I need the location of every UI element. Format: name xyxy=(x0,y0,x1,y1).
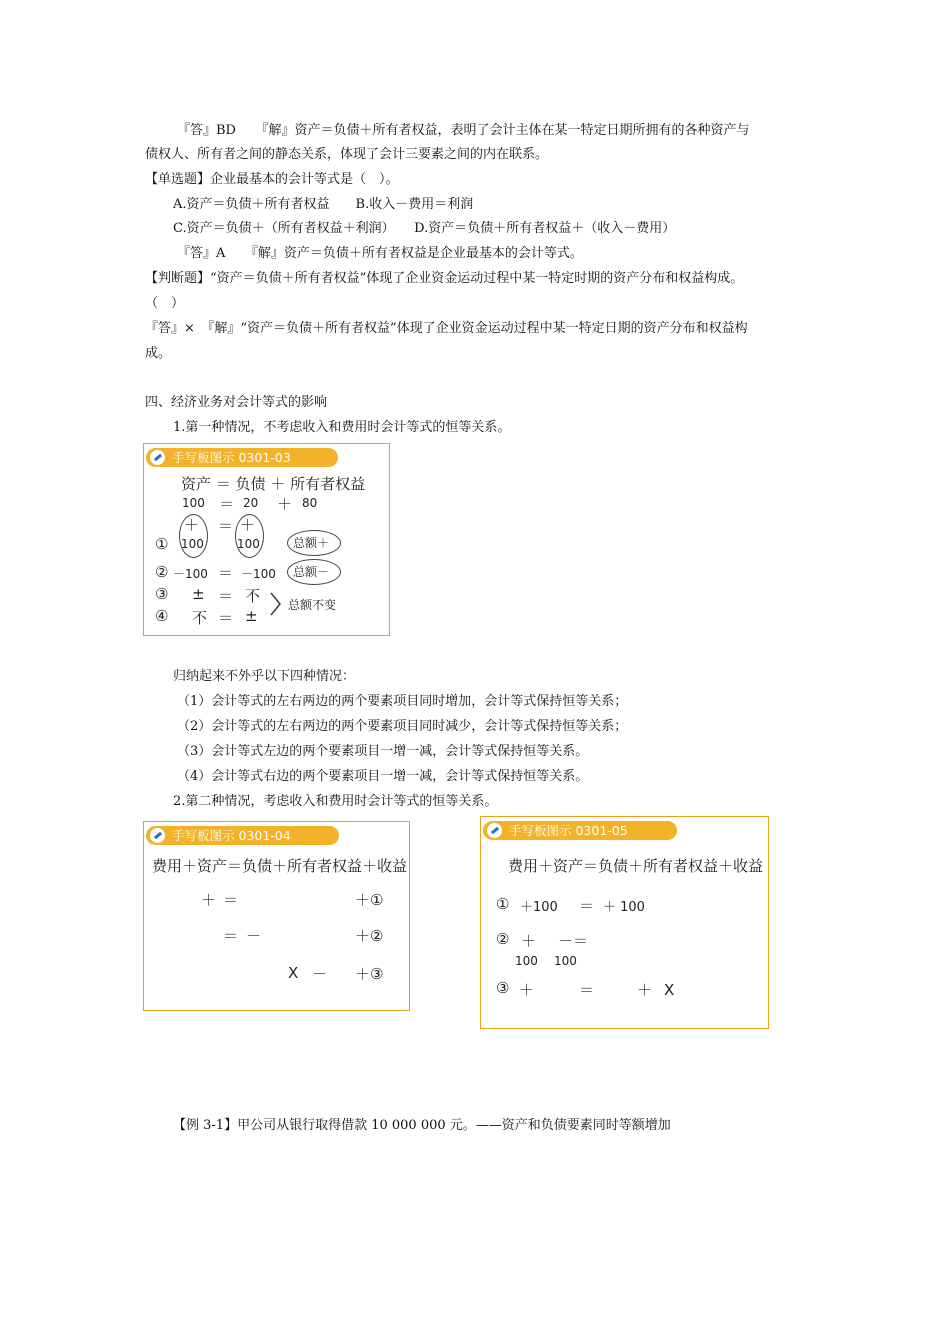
board-tag xyxy=(483,821,677,840)
case-2-heading: 2.第二种情况，考虑收入和费用时会计等式的恒等关系。 xyxy=(173,794,498,809)
row-1-number: ① xyxy=(496,895,510,913)
row-1-number: ① xyxy=(155,535,169,553)
handwriting-board-0301-04 xyxy=(143,821,410,1011)
row1-eq: ＝ xyxy=(218,517,234,535)
pencil-icon xyxy=(150,450,165,465)
row3-minus: － xyxy=(312,965,328,983)
row-3-number: ③ xyxy=(155,585,169,603)
summary-intro: 归纳起来不外乎以下四种情况： xyxy=(173,669,356,684)
row3-plus: ＋ xyxy=(519,981,535,999)
row3-eq: ＝ xyxy=(218,587,234,605)
row3-result: ＋③ xyxy=(355,965,384,983)
row3-eq: ＝ xyxy=(579,981,595,999)
summary-item-3: （3）会计等式左边的两个要素项目一增一减，会计等式保持恒等关系。 xyxy=(177,744,589,759)
row-2-number: ② xyxy=(496,930,510,948)
board-tag-label: 手写板图示 0301-04 xyxy=(172,828,291,843)
equation-text: 费用＋资产＝负债＋所有者权益＋收益 xyxy=(152,857,408,875)
answer-line-4: 『答』× 『解』“资产＝负债＋所有者权益”体现了企业资金运动过程中某一特定日期的资产分布和权益构 xyxy=(145,321,748,336)
summary-item-4: （4）会计等式右边的两个要素项目一增一减，会计等式保持恒等关系。 xyxy=(177,769,589,784)
board-tag-label: 手写板图示 0301-03 xyxy=(172,450,291,465)
option-c-d: C.资产＝负债＋（所有者权益＋利润） D.资产＝负债＋所有者权益＋（收入－费用） xyxy=(173,221,676,236)
summary-item-1: （1）会计等式的左右两边的两个要素项目同时增加，会计等式保持恒等关系； xyxy=(177,694,628,709)
value-20: 20 xyxy=(243,496,259,510)
judgment-bracket: （ ） xyxy=(145,296,185,311)
answer-line-3: 『答』A 『解』资产＝负债＋所有者权益是企业最基本的会计等式。 xyxy=(177,246,583,261)
row1-result: ＋① xyxy=(355,891,384,909)
row3-pm: ± xyxy=(192,585,205,603)
row2-eq: ＝ xyxy=(223,927,239,945)
answer-line-2: 债权人、所有者之间的静态关系，体现了会计三要素之间的内在联系。 xyxy=(145,147,549,162)
row1-plus-100: ＋100 xyxy=(520,900,558,915)
row3-bu: 不 xyxy=(245,587,261,605)
summary-item-2: （2）会计等式的左右两边的两个要素项目同时减少，会计等式保持恒等关系； xyxy=(177,719,628,734)
row1-eq: ＝ xyxy=(223,891,239,909)
total-down-label: 总额－ xyxy=(293,565,330,579)
handwriting-board-0301-03 xyxy=(143,443,390,636)
question-single-choice: 【单选题】企业最基本的会计等式是（ ）。 xyxy=(145,172,399,187)
total-same-label: 总额不变 xyxy=(288,598,337,612)
row1-100-right: 100 xyxy=(237,537,260,551)
section-heading-4: 四、经济业务对会计等式的影响 xyxy=(145,395,328,410)
row1-100-left: 100 xyxy=(181,537,204,551)
row2-minus-100-left: －100 xyxy=(173,567,208,581)
value-eq: ＝ xyxy=(219,495,235,513)
handwriting-board-0301-05 xyxy=(480,816,769,1029)
row1-eq: ＝ xyxy=(579,897,595,915)
value-80: 80 xyxy=(302,496,318,510)
row1-plus: ＋ xyxy=(201,891,217,909)
row-2-number: ② xyxy=(155,563,169,581)
value-plus: ＋ xyxy=(277,495,293,513)
board-tag xyxy=(146,448,338,467)
option-a-b: A.资产＝负债＋所有者权益 B.收入－费用＝利润 xyxy=(173,197,474,212)
row2-minus: － xyxy=(246,927,262,945)
bracket-shape xyxy=(269,591,283,617)
row4-pm: ± xyxy=(245,607,258,625)
row3-x: X xyxy=(288,964,299,982)
answer-line-5: 成。 xyxy=(145,346,172,361)
row-4-number: ④ xyxy=(155,607,169,625)
row3-plus-right: ＋ xyxy=(637,981,653,999)
example-3-1: 【例 3-1】甲公司从银行取得借款 10 000 000 元。——资产和负债要素同时等额增加 xyxy=(173,1118,671,1133)
case-1-heading: 1.第一种情况，不考虑收入和费用时会计等式的恒等关系。 xyxy=(173,420,511,435)
equation-text: 资产 ＝ 负债 ＋ 所有者权益 xyxy=(181,475,366,493)
board-tag xyxy=(146,826,339,845)
row1-plus-left: ＋ xyxy=(184,516,200,534)
row2-minus-eq: －＝ xyxy=(558,932,589,950)
row1-plus-100-right: ＋ 100 xyxy=(603,900,645,915)
row2-plus: ＋ xyxy=(521,932,537,950)
equation-text: 费用＋资产＝负债＋所有者权益＋收益 xyxy=(508,857,764,875)
board-tag-label: 手写板图示 0301-05 xyxy=(509,823,628,838)
row2-100-left: 100 xyxy=(515,954,538,968)
row3-x: X xyxy=(664,981,675,999)
row4-bu: 不 xyxy=(192,609,208,627)
row2-100-right: 100 xyxy=(554,954,577,968)
answer-line-1: 『答』BD 『解』资产＝负债＋所有者权益，表明了会计主体在某一特定日期所拥有的各种资产与 xyxy=(177,123,750,138)
row1-plus-right: ＋ xyxy=(240,516,256,534)
row2-minus-100-right: －100 xyxy=(241,567,276,581)
pencil-icon xyxy=(150,828,165,843)
value-100: 100 xyxy=(182,496,205,510)
pencil-icon xyxy=(487,823,502,838)
question-judgment: 【判断题】“资产＝负债＋所有者权益”体现了企业资金运动过程中某一特定时期的资产分布和权益构成。 xyxy=(145,271,744,286)
row2-eq: ＝ xyxy=(218,564,234,582)
total-up-label: 总额＋ xyxy=(293,536,330,550)
row2-result: ＋② xyxy=(355,927,384,945)
row4-eq: ＝ xyxy=(218,609,234,627)
row-3-number: ③ xyxy=(496,979,510,997)
